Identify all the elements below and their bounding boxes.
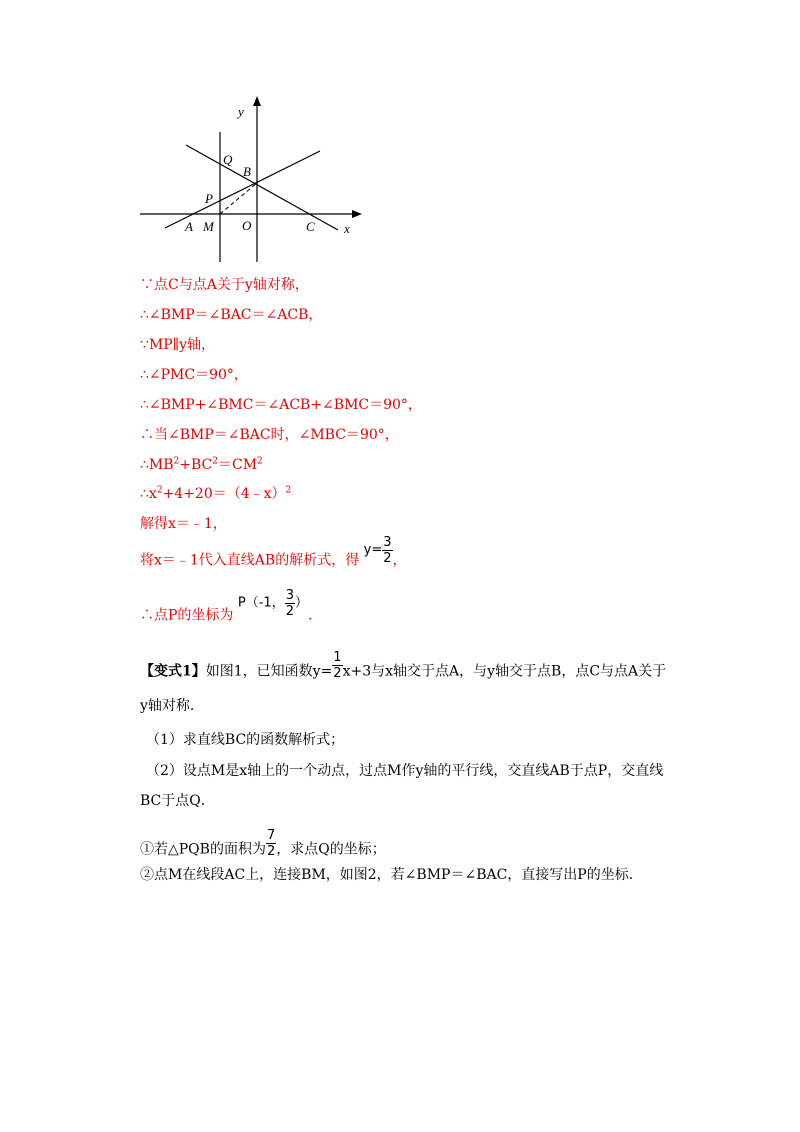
line-bc: [186, 145, 338, 230]
solution-line-9: 解得x＝﹣1，: [140, 516, 227, 532]
label-x: x: [344, 221, 350, 236]
solution-line-11: ∴点P的坐标为 P（-1， $\frac{3}{2}$ ）.: [140, 588, 313, 624]
problem-heading-cont: y轴对称．: [140, 698, 204, 714]
question-2: （2）设点M是x轴上的一个动点，过点M作y轴的平行线，交直线AB于点P，交直线: [146, 763, 664, 779]
label-y: y: [238, 104, 244, 119]
label-m: M: [203, 219, 214, 234]
solution-line-2: ∴∠BMP＝∠BAC＝∠ACB，: [140, 307, 323, 323]
fraction-three-halves: $\frac{3}{2}$: [383, 535, 392, 566]
line-ab: [165, 151, 320, 228]
fraction-p-coordinate: $\frac{3}{2}$: [285, 588, 294, 619]
fraction-seven-halves: $\frac{7}{2}$: [266, 828, 276, 859]
coordinate-figure: [0, 0, 800, 280]
label-p: P: [205, 191, 213, 206]
solution-line-5: ∴∠BMP+∠BMC＝∠ACB+∠BMC＝90°，: [140, 397, 422, 413]
solution-line-6: ∴当∠BMP＝∠BAC时，∠MBC＝90°，: [140, 427, 399, 443]
y-axis-arrow: [253, 96, 261, 106]
label-o: O: [242, 218, 252, 233]
label-q: Q: [223, 152, 233, 167]
solution-line-7: $\therefore MB^2+BC^2=CM^2$: [140, 456, 263, 473]
label-a: A: [185, 219, 193, 234]
solution-line-8: $\therefore x^2+4+20=(4﹣x)^2$: [140, 485, 292, 502]
problem-heading: 【变式1】如图1，已知函数y= $\frac{1}{2}$ x+3与x轴交于点A，与y轴交于点B，点C与点A关于: [140, 650, 667, 681]
question-3: ①若△PQB的面积为 $\frac{7}{2}$ ，求点Q的坐标；: [140, 828, 386, 859]
solution-line-4: ∴∠PMC＝90°，: [140, 367, 248, 383]
label-c: C: [306, 219, 315, 234]
question-4: ②点M在线段AC上，连接BM，如图2，若∠BMP＝∠BAC，直接写出P的坐标．: [140, 867, 643, 883]
question-1: （1）求直线BC的函数解析式；: [146, 732, 345, 748]
x-axis-arrow: [352, 210, 362, 218]
label-b: B: [243, 164, 251, 179]
solution-line-3: ∵MP∥y轴，: [140, 337, 216, 353]
solution-line-10: 将x＝﹣1代入直线AB的解析式，得 y= $\frac{3}{2}$ ，: [140, 535, 407, 569]
solution-line-1: ∵点C与点A关于y轴对称，: [140, 277, 309, 293]
fraction-one-half: $\frac{1}{2}$: [333, 650, 342, 681]
question-2-cont: BC于点Q．: [140, 793, 215, 809]
